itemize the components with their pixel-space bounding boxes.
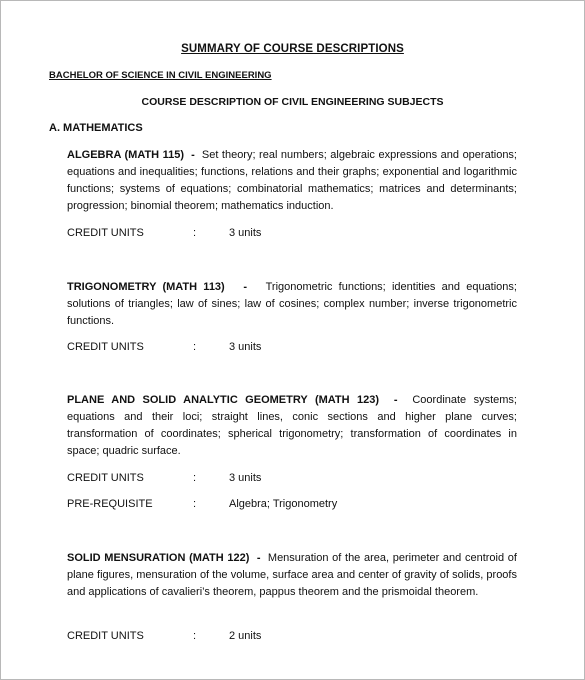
info-label: CREDIT UNITS: [67, 341, 144, 353]
info-label: CREDIT UNITS: [67, 630, 144, 642]
course-separator: -: [393, 394, 398, 406]
info-colon: :: [193, 472, 197, 484]
course-description: Mensuration of the area, perimeter and centroid of plane figures, mensuration of the volume, surface area and center of gravity of solids, proofs and applications of cavalieri’s theorem, pappus theorem and the prismoidal theorem.: [67, 552, 517, 598]
info-value: 3 units: [229, 472, 262, 484]
course-description: Coordinate systems; equations and their loci; straight lines, conic sections and higher plane curves; transformation of coordinates; spherical trigonometry; transformation of coordinates in space; quadric surface.: [67, 394, 517, 457]
credit-units-row: [67, 470, 517, 487]
info-value: 3 units: [229, 227, 262, 239]
info-value: Algebra; Trigonometry: [229, 498, 338, 510]
info-colon: :: [193, 227, 197, 239]
credit-units-row: [67, 339, 517, 356]
info-colon: :: [193, 341, 197, 353]
course-analytic-geometry: [67, 392, 517, 460]
prerequisite-row: [67, 496, 517, 513]
course-description: Trigonometric functions; identities and equations; solutions of triangles; law of sines; law of cosines; complex number; inverse trigonometric functions.: [67, 281, 517, 327]
course-name: PLANE AND SOLID ANALYTIC GEOMETRY (MATH 123): [67, 394, 379, 406]
info-label: CREDIT UNITS: [67, 472, 144, 484]
info-value: 3 units: [229, 341, 262, 353]
degree-program-heading: BACHELOR OF SCIENCE IN CIVIL ENGINEERING: [49, 70, 272, 81]
info-label: PRE-REQUISITE: [67, 498, 153, 510]
document-title: SUMMARY OF COURSE DESCRIPTIONS: [181, 43, 404, 55]
course-description: Set theory; real numbers; algebraic expressions and operations; equations and inequalities; functions, relations and their graphs; exponential and logarithmic functions; systems of equations; combinatorial mathematics; matrices and determinants; progression; binomial theorem; mathematics induction.: [67, 149, 517, 212]
course-name: ALGEBRA (MATH 115): [67, 149, 185, 161]
info-label: CREDIT UNITS: [67, 227, 144, 239]
course-separator: -: [256, 552, 261, 564]
course-separator: -: [243, 281, 248, 293]
course-algebra: [67, 147, 517, 215]
section-heading-mathematics: A. MATHEMATICS: [49, 122, 143, 134]
course-solid-mensuration: [67, 550, 517, 601]
course-name: SOLID MENSURATION (MATH 122): [67, 552, 250, 564]
section-subtitle: COURSE DESCRIPTION OF CIVIL ENGINEERING SUBJECTS: [141, 96, 444, 108]
course-trigonometry: [67, 279, 517, 330]
course-name: TRIGONOMETRY (MATH 113): [67, 281, 225, 293]
course-separator: -: [191, 149, 195, 161]
credit-units-row: [67, 225, 517, 242]
credit-units-row: [67, 628, 517, 645]
info-colon: :: [193, 630, 197, 642]
info-value: 2 units: [229, 630, 262, 642]
info-colon: :: [193, 498, 197, 510]
